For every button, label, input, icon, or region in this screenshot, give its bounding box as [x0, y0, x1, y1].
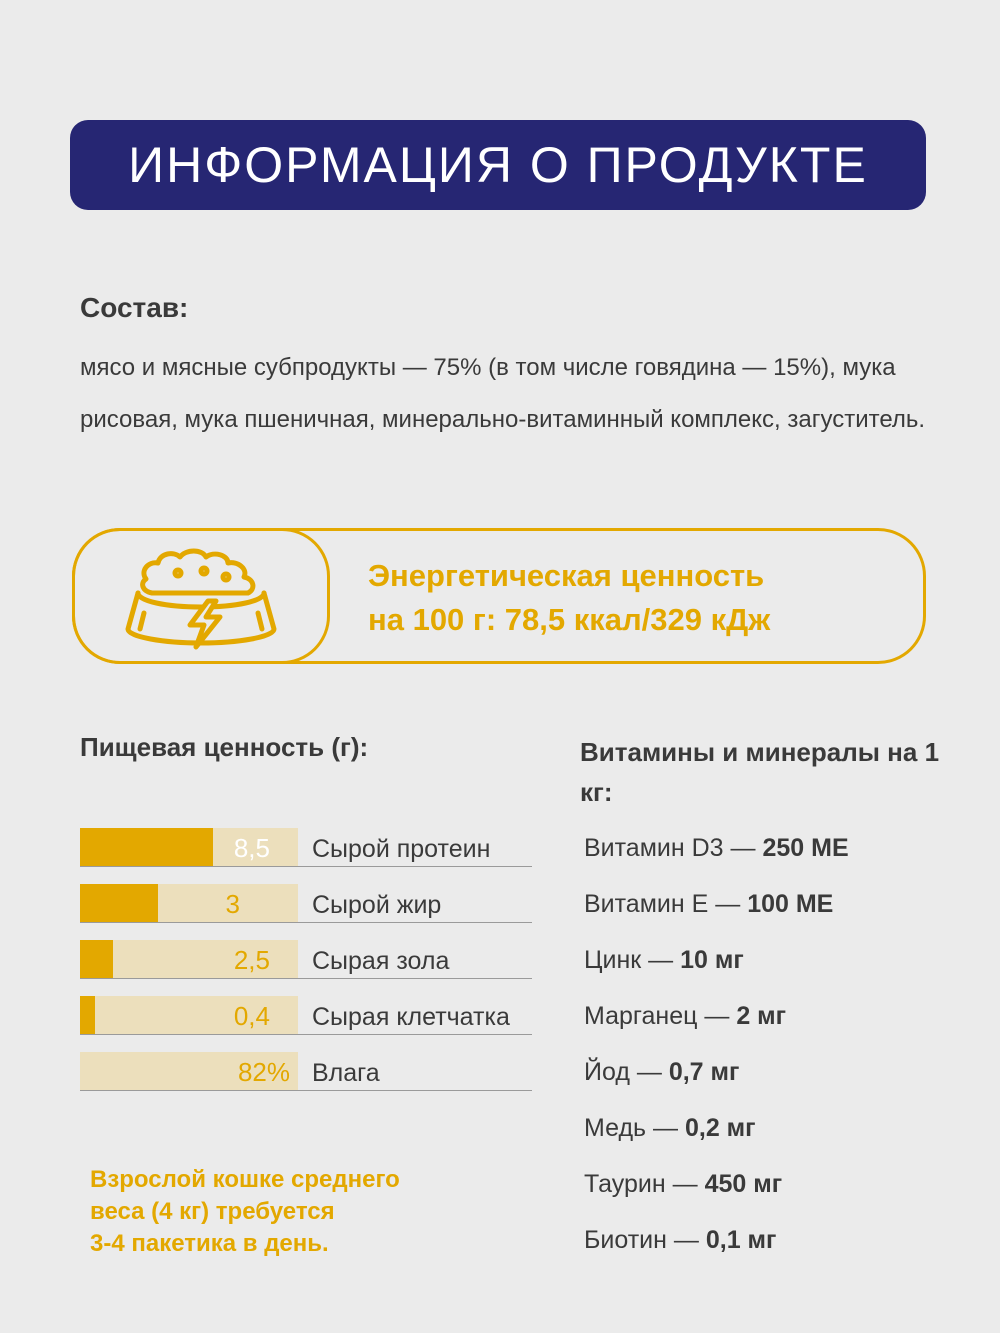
- vitamin-name: Таурин —: [584, 1170, 705, 1198]
- vitamin-item: [584, 1002, 786, 1031]
- vitamin-amount: 0,7 мг: [668, 1058, 740, 1086]
- energy-value: [368, 554, 908, 642]
- vitamin-amount: 0,1 мг: [705, 1226, 777, 1254]
- page-title: ИНФОРМАЦИЯ О ПРОДУКТЕ: [128, 137, 868, 193]
- feeding-line-1: Взрослой кошке среднего: [90, 1166, 400, 1193]
- vitamin-name: Йод —: [584, 1058, 669, 1086]
- vitamin-item: [584, 946, 744, 975]
- composition-text: мясо и мясные субпродукты — 75% (в том числе говядина — 15%), мука рисовая, мука пшеничная, минерально-витаминный комплекс, загуститель.: [80, 354, 926, 433]
- feeding-line-3: 3-4 пакетика в день.: [90, 1230, 329, 1257]
- nutrition-value: 3: [225, 889, 240, 919]
- vitamin-amount: 0,2 мг: [684, 1114, 756, 1142]
- vitamin-item: [584, 834, 849, 863]
- feeding-line-2: веса (4 кг) требуется: [90, 1198, 335, 1225]
- feeding-note: [90, 1164, 490, 1260]
- vitamin-name: Медь —: [584, 1114, 685, 1142]
- nutrition-value: 8,5: [233, 833, 270, 863]
- vitamin-amount: 10 мг: [680, 946, 744, 974]
- vitamin-item: [584, 890, 833, 919]
- nutrition-label: Сырая клетчатка: [312, 1003, 510, 1031]
- nutrition-row: [80, 1052, 532, 1091]
- vitamin-amount: 100 МЕ: [747, 890, 834, 918]
- vitamin-name: Витамин Е —: [584, 890, 748, 918]
- vitamin-amount: 250 МЕ: [762, 834, 849, 862]
- nutrition-value: 0,4: [233, 1001, 270, 1031]
- energy-line-1: Энергетическая ценность: [368, 558, 765, 593]
- vitamin-amount: 450 мг: [704, 1170, 783, 1198]
- vitamin-name: Биотин —: [584, 1226, 706, 1254]
- nutrition-label: Влага: [312, 1059, 380, 1087]
- nutrition-label: Сырой протеин: [312, 835, 491, 863]
- vitamin-name: Марганец —: [584, 1002, 737, 1030]
- vitamin-item: [584, 1226, 776, 1255]
- nutrition-row: [80, 884, 532, 923]
- composition-label: Состав:: [80, 292, 189, 323]
- vitamin-name: Витамин D3 —: [584, 834, 763, 862]
- nutrition-label: Сырая зола: [312, 947, 450, 975]
- energy-line-2: на 100 г: 78,5 ккал/329 кДж: [368, 602, 771, 637]
- vitamin-amount: 2 мг: [736, 1002, 787, 1030]
- nutrition-row: [80, 828, 532, 867]
- nutrition-heading: Пищевая ценность (г):: [80, 732, 369, 762]
- nutrition-value: 82%: [237, 1057, 290, 1087]
- vitamin-item: [584, 1058, 739, 1087]
- vitamin-name: Цинк —: [584, 946, 681, 974]
- vitamin-item: [584, 1170, 782, 1199]
- title-banner: [70, 120, 926, 210]
- nutrition-row: [80, 996, 532, 1035]
- vitamins-heading: Витамины и минералы на 1 кг:: [580, 737, 940, 807]
- nutrition-label: Сырой жир: [312, 891, 442, 919]
- food-bowl-lightning-icon: [116, 541, 286, 651]
- nutrition-row: [80, 940, 532, 979]
- nutrition-value: 2,5: [233, 945, 270, 975]
- vitamin-item: [584, 1114, 756, 1143]
- energy-icon-frame: [72, 528, 330, 664]
